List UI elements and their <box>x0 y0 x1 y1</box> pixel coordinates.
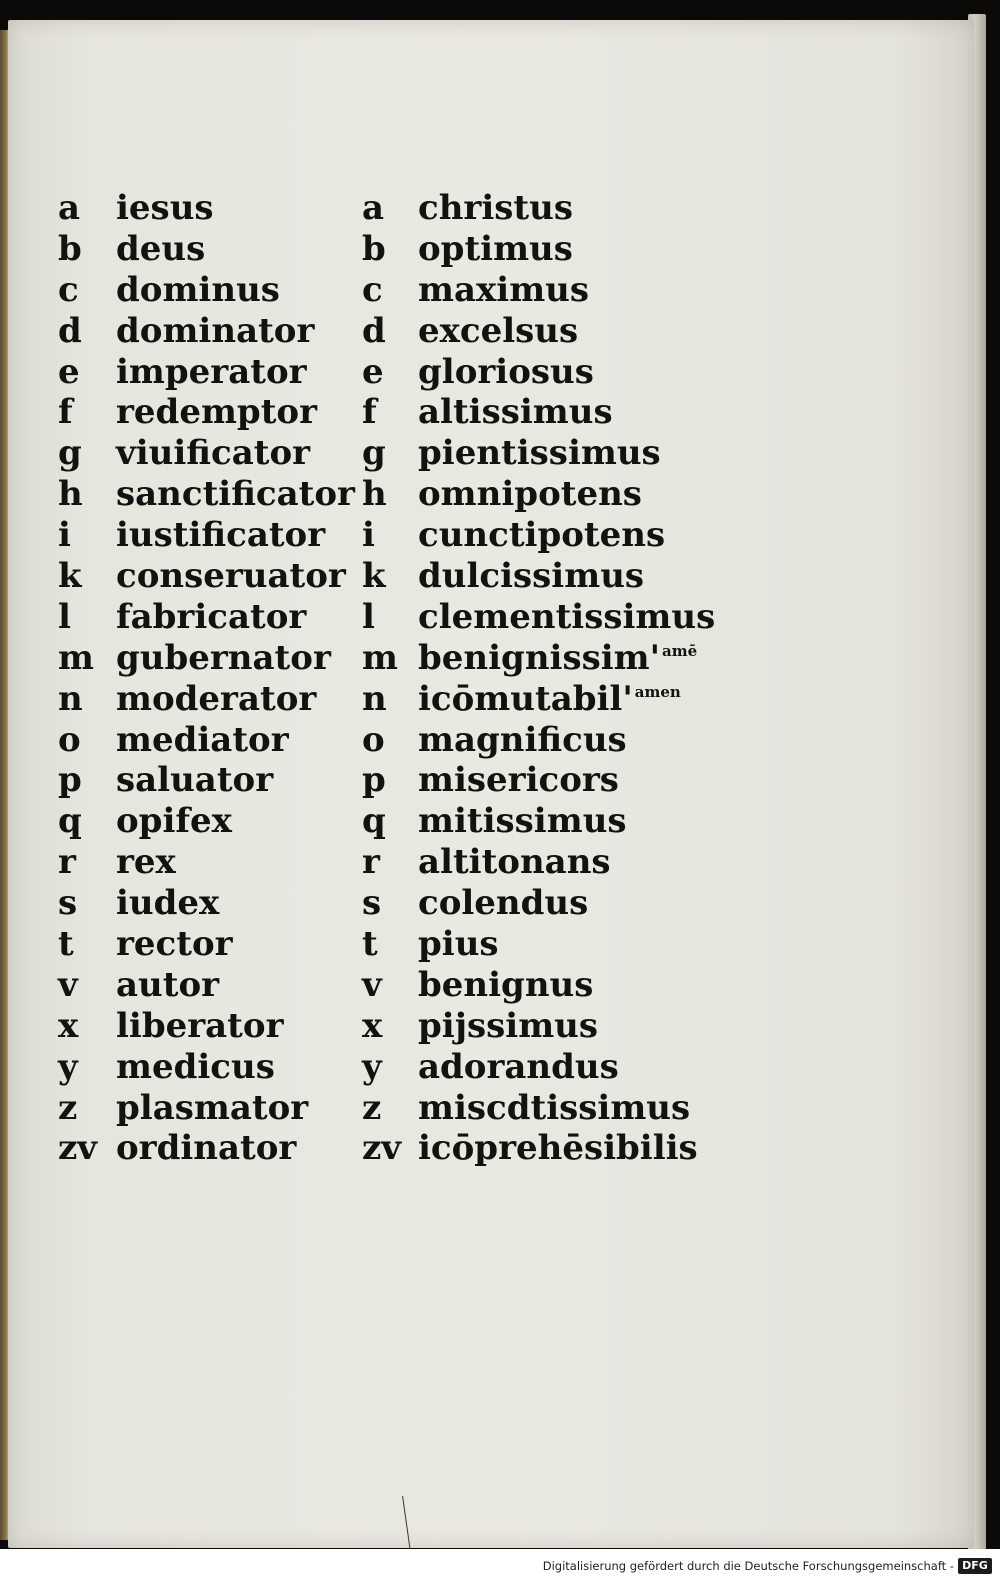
index-letter: s <box>58 883 78 924</box>
index-letter: c <box>58 269 79 310</box>
word-row <box>58 597 355 638</box>
word-row <box>58 760 355 801</box>
word-row <box>58 352 355 393</box>
word-row <box>58 1006 355 1047</box>
word-row <box>58 638 355 679</box>
index-letter: b <box>58 228 82 269</box>
word-row <box>58 720 355 761</box>
index-letter: d <box>58 310 82 351</box>
word-row <box>362 433 715 474</box>
name-word: redemptor <box>116 392 317 433</box>
index-letter: n <box>362 678 387 719</box>
funding-credit: Digitalisierung gefördert durch die Deutsche Forschungsgemeinschaft - <box>542 1559 954 1573</box>
index-letter: q <box>58 801 82 842</box>
name-word: opifex <box>116 801 232 842</box>
word-row <box>58 842 355 883</box>
name-word: gloriosus <box>418 351 594 392</box>
index-letter: e <box>362 351 384 392</box>
word-row <box>362 597 715 638</box>
word-row <box>58 229 355 270</box>
word-row <box>362 229 715 270</box>
name-word: iudex <box>116 883 220 924</box>
index-letter: i <box>362 515 375 556</box>
name-word: dulcissimus <box>418 556 645 597</box>
word-row <box>362 924 715 965</box>
name-word: benignissim' <box>418 637 661 678</box>
left-word-column <box>58 188 355 1169</box>
name-word: mediator <box>116 719 289 760</box>
index-letter: m <box>362 637 398 678</box>
index-letter: q <box>362 801 386 842</box>
word-row <box>58 883 355 924</box>
word-row <box>362 270 715 311</box>
index-letter: b <box>362 228 386 269</box>
index-letter: x <box>58 1005 79 1046</box>
name-word: altitonans <box>418 842 611 883</box>
word-row <box>58 1128 355 1169</box>
name-word: miscdtissimus <box>418 1087 691 1128</box>
word-row <box>362 638 715 679</box>
name-word: maximus <box>418 269 590 310</box>
amen-suffix: amē <box>662 641 698 660</box>
name-word: misericors <box>418 760 619 801</box>
name-word: pientissimus <box>418 433 661 474</box>
name-word: optimus <box>418 228 573 269</box>
name-word: saluator <box>116 760 274 801</box>
word-row <box>362 883 715 924</box>
name-word: icōmutabil' <box>418 678 633 719</box>
index-letter: e <box>58 351 80 392</box>
word-row <box>362 1006 715 1047</box>
index-letter: h <box>362 474 387 515</box>
index-letter: f <box>58 392 73 433</box>
right-word-column <box>362 188 715 1169</box>
name-word: rex <box>116 842 176 883</box>
name-word: colendus <box>418 883 589 924</box>
name-word: adorandus <box>418 1046 619 1087</box>
word-row <box>58 392 355 433</box>
name-word: icōprehēsibilis <box>418 1128 698 1169</box>
index-letter: k <box>362 556 386 597</box>
word-row <box>362 515 715 556</box>
index-letter: n <box>58 678 83 719</box>
index-letter: s <box>362 883 382 924</box>
name-word: imperator <box>116 351 307 392</box>
word-row <box>58 1047 355 1088</box>
index-letter: g <box>362 433 386 474</box>
name-word: mitissimus <box>418 801 627 842</box>
index-letter: f <box>362 392 377 433</box>
index-letter: v <box>362 964 382 1005</box>
name-word: rector <box>116 924 233 965</box>
word-row <box>58 924 355 965</box>
word-row <box>58 1088 355 1129</box>
index-letter: v <box>58 964 78 1005</box>
word-row <box>362 801 715 842</box>
word-row <box>58 515 355 556</box>
word-row <box>362 1088 715 1129</box>
paper-crack <box>402 1496 425 1552</box>
word-row <box>362 679 715 720</box>
name-word: autor <box>116 964 220 1005</box>
index-letter: p <box>362 760 386 801</box>
name-word: magnificus <box>418 719 627 760</box>
word-row <box>58 679 355 720</box>
name-word: medicus <box>116 1046 275 1087</box>
word-row <box>362 352 715 393</box>
name-word: clementissimus <box>418 596 716 637</box>
name-word: omnipotens <box>418 474 642 515</box>
word-row <box>58 801 355 842</box>
digitization-footer <box>0 1549 1000 1586</box>
name-word: iesus <box>116 188 214 228</box>
index-letter: l <box>58 596 71 637</box>
index-letter: g <box>58 433 82 474</box>
index-letter: z <box>58 1087 78 1128</box>
name-word: pius <box>418 924 499 965</box>
name-word: fabricator <box>116 596 307 637</box>
index-letter: z <box>362 1087 382 1128</box>
name-word: christus <box>418 188 573 228</box>
name-word: benignus <box>418 964 594 1005</box>
name-word: deus <box>116 228 206 269</box>
index-letter: k <box>58 556 82 597</box>
word-row <box>362 474 715 515</box>
index-letter: zv <box>362 1128 402 1169</box>
word-row <box>362 842 715 883</box>
index-letter: y <box>362 1046 382 1087</box>
word-row <box>362 1128 715 1169</box>
index-letter: r <box>362 842 380 883</box>
index-letter: y <box>58 1046 78 1087</box>
index-letter: p <box>58 760 82 801</box>
word-row <box>362 556 715 597</box>
word-row <box>362 392 715 433</box>
word-row <box>362 720 715 761</box>
index-letter: c <box>362 269 383 310</box>
index-letter: zv <box>58 1128 98 1169</box>
word-row <box>58 965 355 1006</box>
name-word: moderator <box>116 678 317 719</box>
name-word: plasmator <box>116 1087 309 1128</box>
index-letter: o <box>362 719 385 760</box>
index-letter: x <box>362 1005 383 1046</box>
dfg-logo: DFG <box>958 1558 992 1574</box>
word-row <box>362 311 715 352</box>
name-word: pijssimus <box>418 1005 599 1046</box>
index-letter: h <box>58 474 83 515</box>
word-row <box>58 270 355 311</box>
index-letter: t <box>58 924 74 965</box>
name-word: viuificator <box>116 433 311 474</box>
index-letter: a <box>362 188 385 228</box>
index-letter: o <box>58 719 81 760</box>
word-row <box>362 1047 715 1088</box>
name-word: sanctificator <box>116 474 355 515</box>
index-letter: d <box>362 310 386 351</box>
name-word: iustificator <box>116 515 326 556</box>
name-word: cunctipotens <box>418 515 666 556</box>
name-word: liberator <box>116 1005 284 1046</box>
name-word: excelsus <box>418 310 579 351</box>
index-letter: t <box>362 924 378 965</box>
word-row <box>58 474 355 515</box>
word-row <box>58 556 355 597</box>
index-letter: l <box>362 596 375 637</box>
word-row <box>362 965 715 1006</box>
amen-suffix: amen <box>634 682 681 701</box>
name-word: dominus <box>116 269 280 310</box>
name-word: conseruator <box>116 556 346 597</box>
name-word: altissimus <box>418 392 613 433</box>
name-word: dominator <box>116 310 315 351</box>
word-row <box>362 760 715 801</box>
index-letter: a <box>58 188 81 228</box>
word-row <box>362 188 715 229</box>
name-word: gubernator <box>116 637 331 678</box>
word-row <box>58 311 355 352</box>
name-word: ordinator <box>116 1128 297 1169</box>
word-row <box>58 188 355 229</box>
index-letter: m <box>58 637 94 678</box>
index-letter: r <box>58 842 76 883</box>
index-letter: i <box>58 515 71 556</box>
word-row <box>58 433 355 474</box>
